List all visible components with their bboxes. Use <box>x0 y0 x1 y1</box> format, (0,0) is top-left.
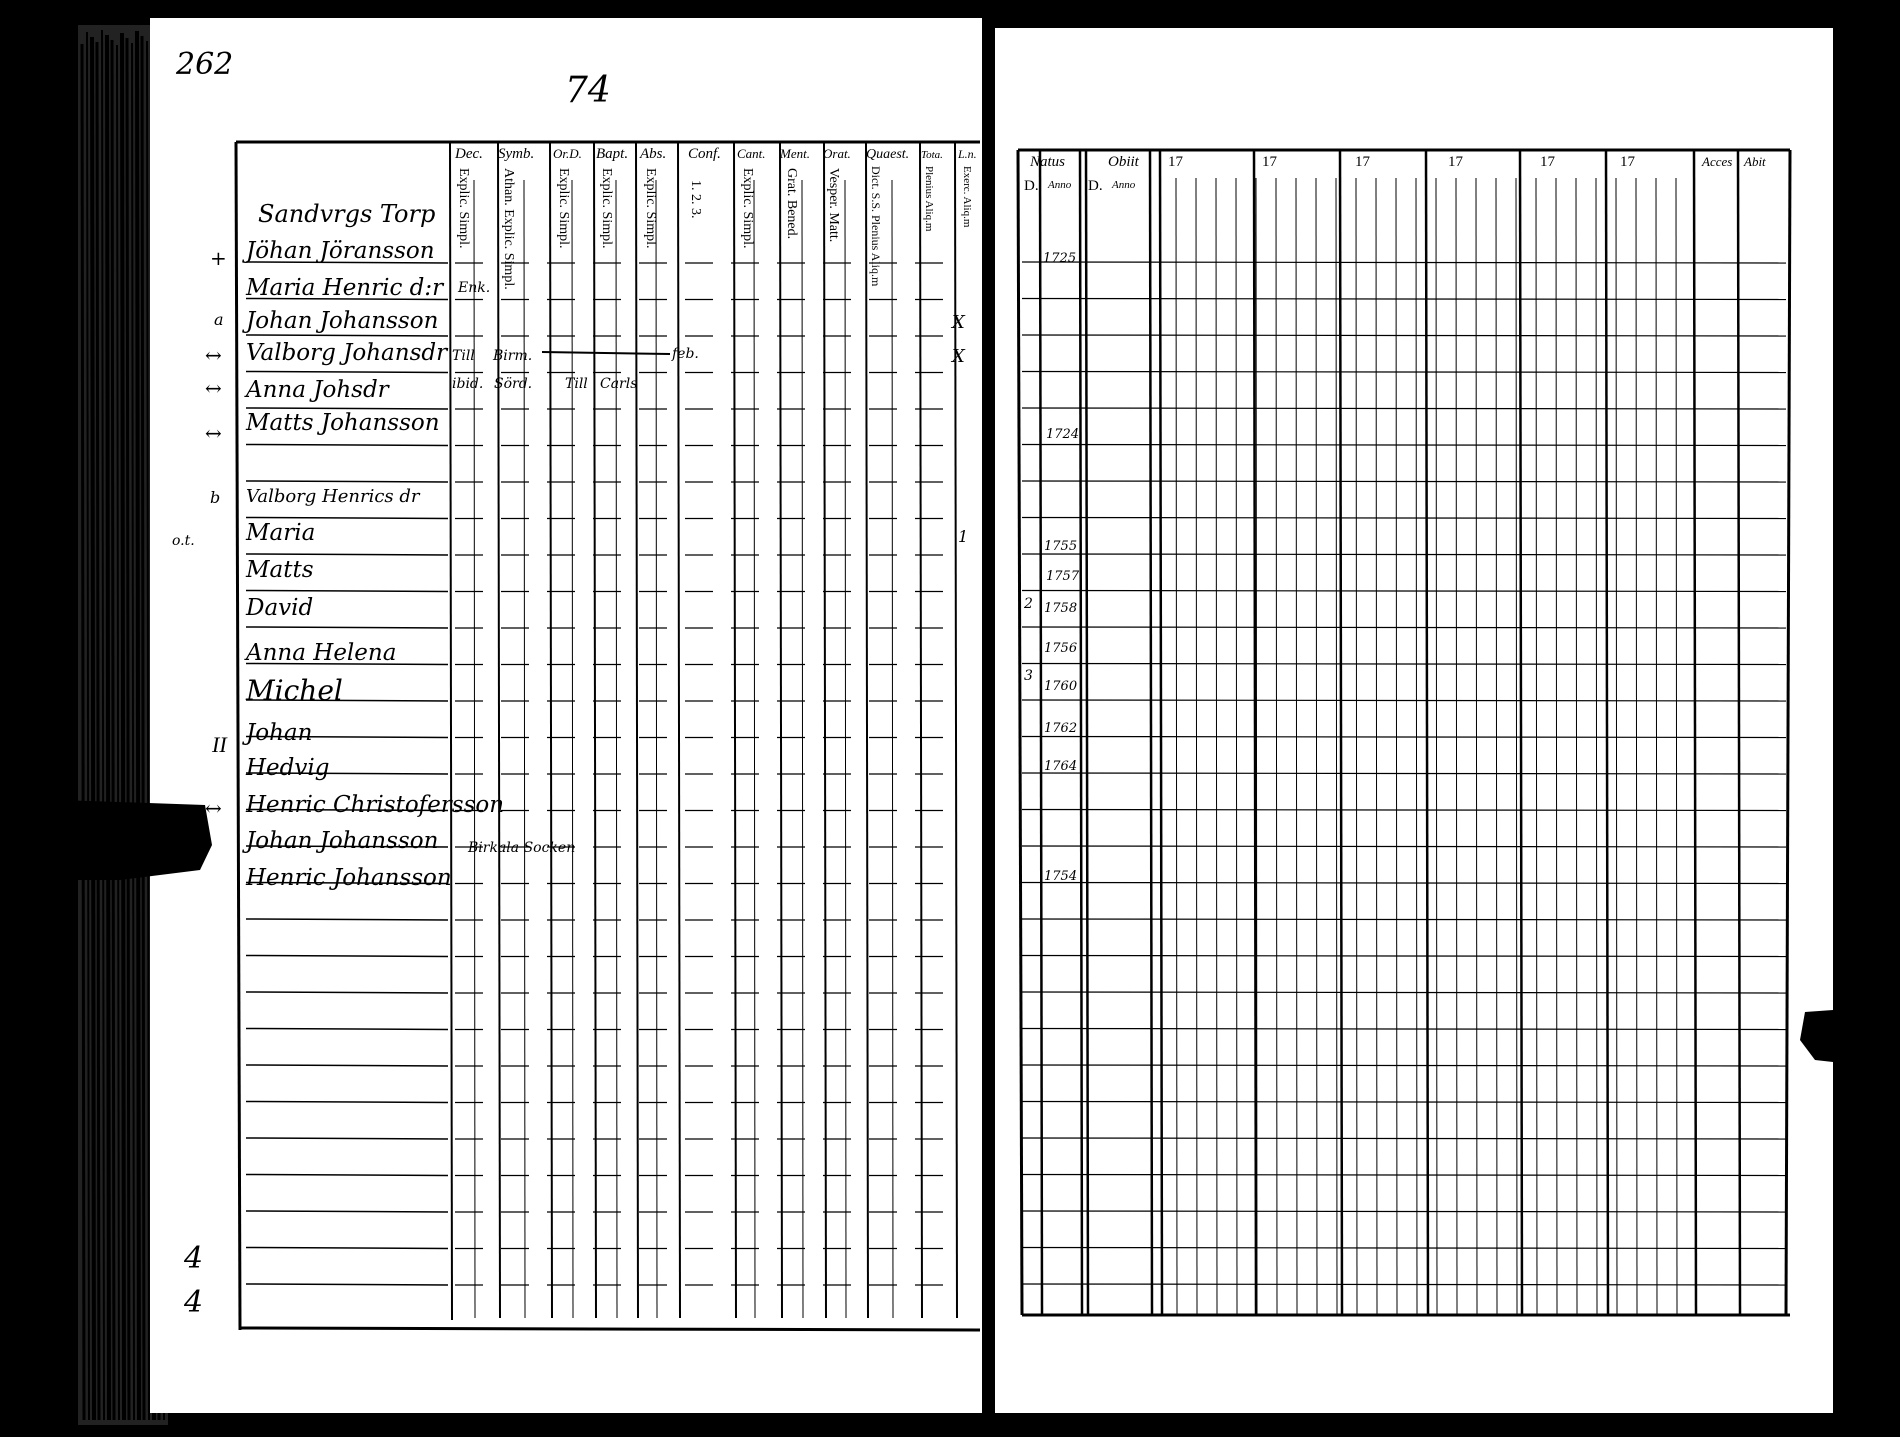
row-rule <box>246 408 448 409</box>
bottom-mark: 4 <box>184 1285 204 1320</box>
header-orat: Orat. <box>823 146 851 161</box>
birth-year: 1725 <box>1043 251 1077 266</box>
margin-mark: ↔ <box>205 796 222 820</box>
sub-dec: Explic. Simpl. <box>456 168 471 249</box>
entry: Till <box>565 376 588 392</box>
row-rule <box>246 481 448 482</box>
header-dec: Dec. <box>455 146 483 162</box>
margin-mark: ↔ <box>205 421 222 445</box>
header-year: 17 <box>1262 154 1277 170</box>
edge-stripe <box>82 44 84 1420</box>
edge-stripe <box>92 37 94 1420</box>
name-row: Hedvig <box>246 755 330 781</box>
sub-orat: Vesper. Matt. <box>826 168 841 243</box>
sub-conf: 1. 2. 3. <box>688 180 703 219</box>
sub-tota: Plenius Aliq.m <box>923 166 935 232</box>
row-rule <box>246 591 448 592</box>
row-rule <box>246 518 448 519</box>
check-mark: X <box>952 346 965 367</box>
birth-year: 1755 <box>1044 539 1078 554</box>
edge-stripe <box>142 36 144 1420</box>
birth-year: 1757 <box>1046 569 1080 584</box>
name-row: Johan <box>246 720 313 746</box>
header-abs: Abs. <box>640 146 667 162</box>
header-natus: Natus <box>1030 154 1066 170</box>
header-conf: Conf. <box>688 146 721 162</box>
header-year: 17 <box>1620 154 1635 170</box>
row-rule <box>246 1211 448 1212</box>
birth-year: 1764 <box>1044 759 1078 774</box>
entry: Sörd. <box>494 376 533 392</box>
sub-cant: Explic. Simpl. <box>740 168 755 249</box>
header-abit: Abit <box>1744 154 1766 169</box>
entry: Carls <box>600 376 638 392</box>
sub-ln: Exerc. Aliq.m <box>961 166 973 228</box>
row-rule <box>246 956 448 957</box>
birth-year: 1762 <box>1044 721 1078 736</box>
header-quaest: Quaest. <box>866 147 910 162</box>
header-ln: L.n. <box>958 147 977 161</box>
row-rule <box>246 1175 448 1176</box>
right-page <box>995 28 1833 1413</box>
edge-stripe <box>137 31 139 1420</box>
sub-d: D. <box>1088 178 1103 194</box>
name-row: Henric Christofersson <box>246 792 505 818</box>
row-rule <box>246 445 448 446</box>
name-row: Matts <box>246 557 314 583</box>
sub-ord: Explic. Simpl. <box>556 168 571 249</box>
day-mark: 2 <box>1024 596 1033 612</box>
header-ord: Or.D. <box>553 146 582 161</box>
thumb-shadow <box>60 800 212 880</box>
birth-year: 1724 <box>1046 427 1080 442</box>
margin-mark: ↔ <box>205 343 222 367</box>
header-symb: Symb. <box>498 146 535 162</box>
birth-year: 1756 <box>1044 641 1078 656</box>
name-row: Maria <box>246 520 316 546</box>
birth-year: 1760 <box>1044 679 1078 694</box>
entry: ibid. <box>452 376 484 392</box>
day-mark: 3 <box>1024 668 1033 684</box>
edge-stripe <box>122 33 124 1420</box>
row-rule <box>246 554 448 555</box>
margin-mark: b <box>210 488 221 507</box>
birth-year: 1758 <box>1044 601 1078 616</box>
name-row: Maria Henric d:r <box>246 275 444 301</box>
name-row: Johan Johansson <box>246 828 439 854</box>
header-obiit: Obiit <box>1108 154 1139 170</box>
name-row: Matts Johansson <box>246 410 440 436</box>
edge-stripe <box>127 38 129 1420</box>
name-row: Valborg Henrics dr <box>246 486 420 507</box>
margin-mark: II <box>212 732 227 757</box>
row-rule <box>246 1102 448 1103</box>
entry: Birm. <box>493 348 533 364</box>
sub-abs: Explic. Simpl. <box>643 168 658 249</box>
header-cant: Cant. <box>737 146 766 161</box>
margin-mark: a <box>214 310 224 329</box>
entry: feb. <box>672 346 699 362</box>
edge-stripe <box>112 40 114 1420</box>
row-rule <box>246 919 448 920</box>
sub-bapt: Explic. Simpl. <box>599 168 614 249</box>
check-mark: 1 <box>958 527 969 546</box>
row-rule <box>246 627 448 628</box>
row-rule <box>246 1248 448 1249</box>
name-row: Valborg Johansdr <box>246 340 448 366</box>
sub-anno: Anno <box>1112 179 1136 191</box>
sub-ment: Grat. Bened. <box>784 168 799 240</box>
birth-year: 1754 <box>1044 869 1078 884</box>
header-year: 17 <box>1540 154 1555 170</box>
name-row: Michel <box>246 674 343 707</box>
entry: Birkala Socken <box>468 840 576 856</box>
name-row: Anna Johsdr <box>246 377 389 403</box>
bottom-mark: 4 <box>184 1241 204 1276</box>
edge-stripe <box>107 35 109 1420</box>
row-rule <box>246 335 448 336</box>
sub-d: D. <box>1024 178 1039 194</box>
row-rule <box>246 1138 448 1139</box>
name-row: Jöhan Jöransson <box>246 238 435 264</box>
row-rule <box>246 992 448 993</box>
name-row: Anna Helena <box>246 640 397 666</box>
row-rule <box>246 1284 448 1285</box>
row-rule <box>246 1029 448 1030</box>
header-year: 17 <box>1168 154 1183 170</box>
name-row: Henric Johansson <box>246 865 452 891</box>
header-year: 17 <box>1448 154 1463 170</box>
header-ment: Ment. <box>780 146 810 161</box>
name-row: David <box>246 595 314 621</box>
top-note: 74 <box>565 70 611 111</box>
edge-stripe <box>97 42 99 1420</box>
header-bapt: Bapt. <box>596 146 629 162</box>
margin-mark: ↔ <box>205 376 222 400</box>
margin-mark: + <box>210 246 227 270</box>
sub-anno: Anno <box>1048 179 1072 191</box>
entry: Enk. <box>458 280 491 296</box>
entry: Till <box>452 348 475 364</box>
margin-mark: o.t. <box>172 533 195 549</box>
sub-symb: Athan. Explic. Simpl. <box>501 168 516 290</box>
header-acces: Acces <box>1702 154 1733 169</box>
header-tota: Tota. <box>921 149 943 161</box>
row-rule <box>246 1065 448 1066</box>
household-name: Sandvrgs Torp <box>258 200 436 228</box>
row-rule <box>246 372 448 373</box>
header-year: 17 <box>1355 154 1370 170</box>
sub-quaest: Dict. S.S. Plenius Aliq.m <box>869 166 883 287</box>
check-mark: X <box>952 312 965 333</box>
name-row: Johan Johansson <box>246 308 439 334</box>
page-number: 262 <box>176 47 234 82</box>
